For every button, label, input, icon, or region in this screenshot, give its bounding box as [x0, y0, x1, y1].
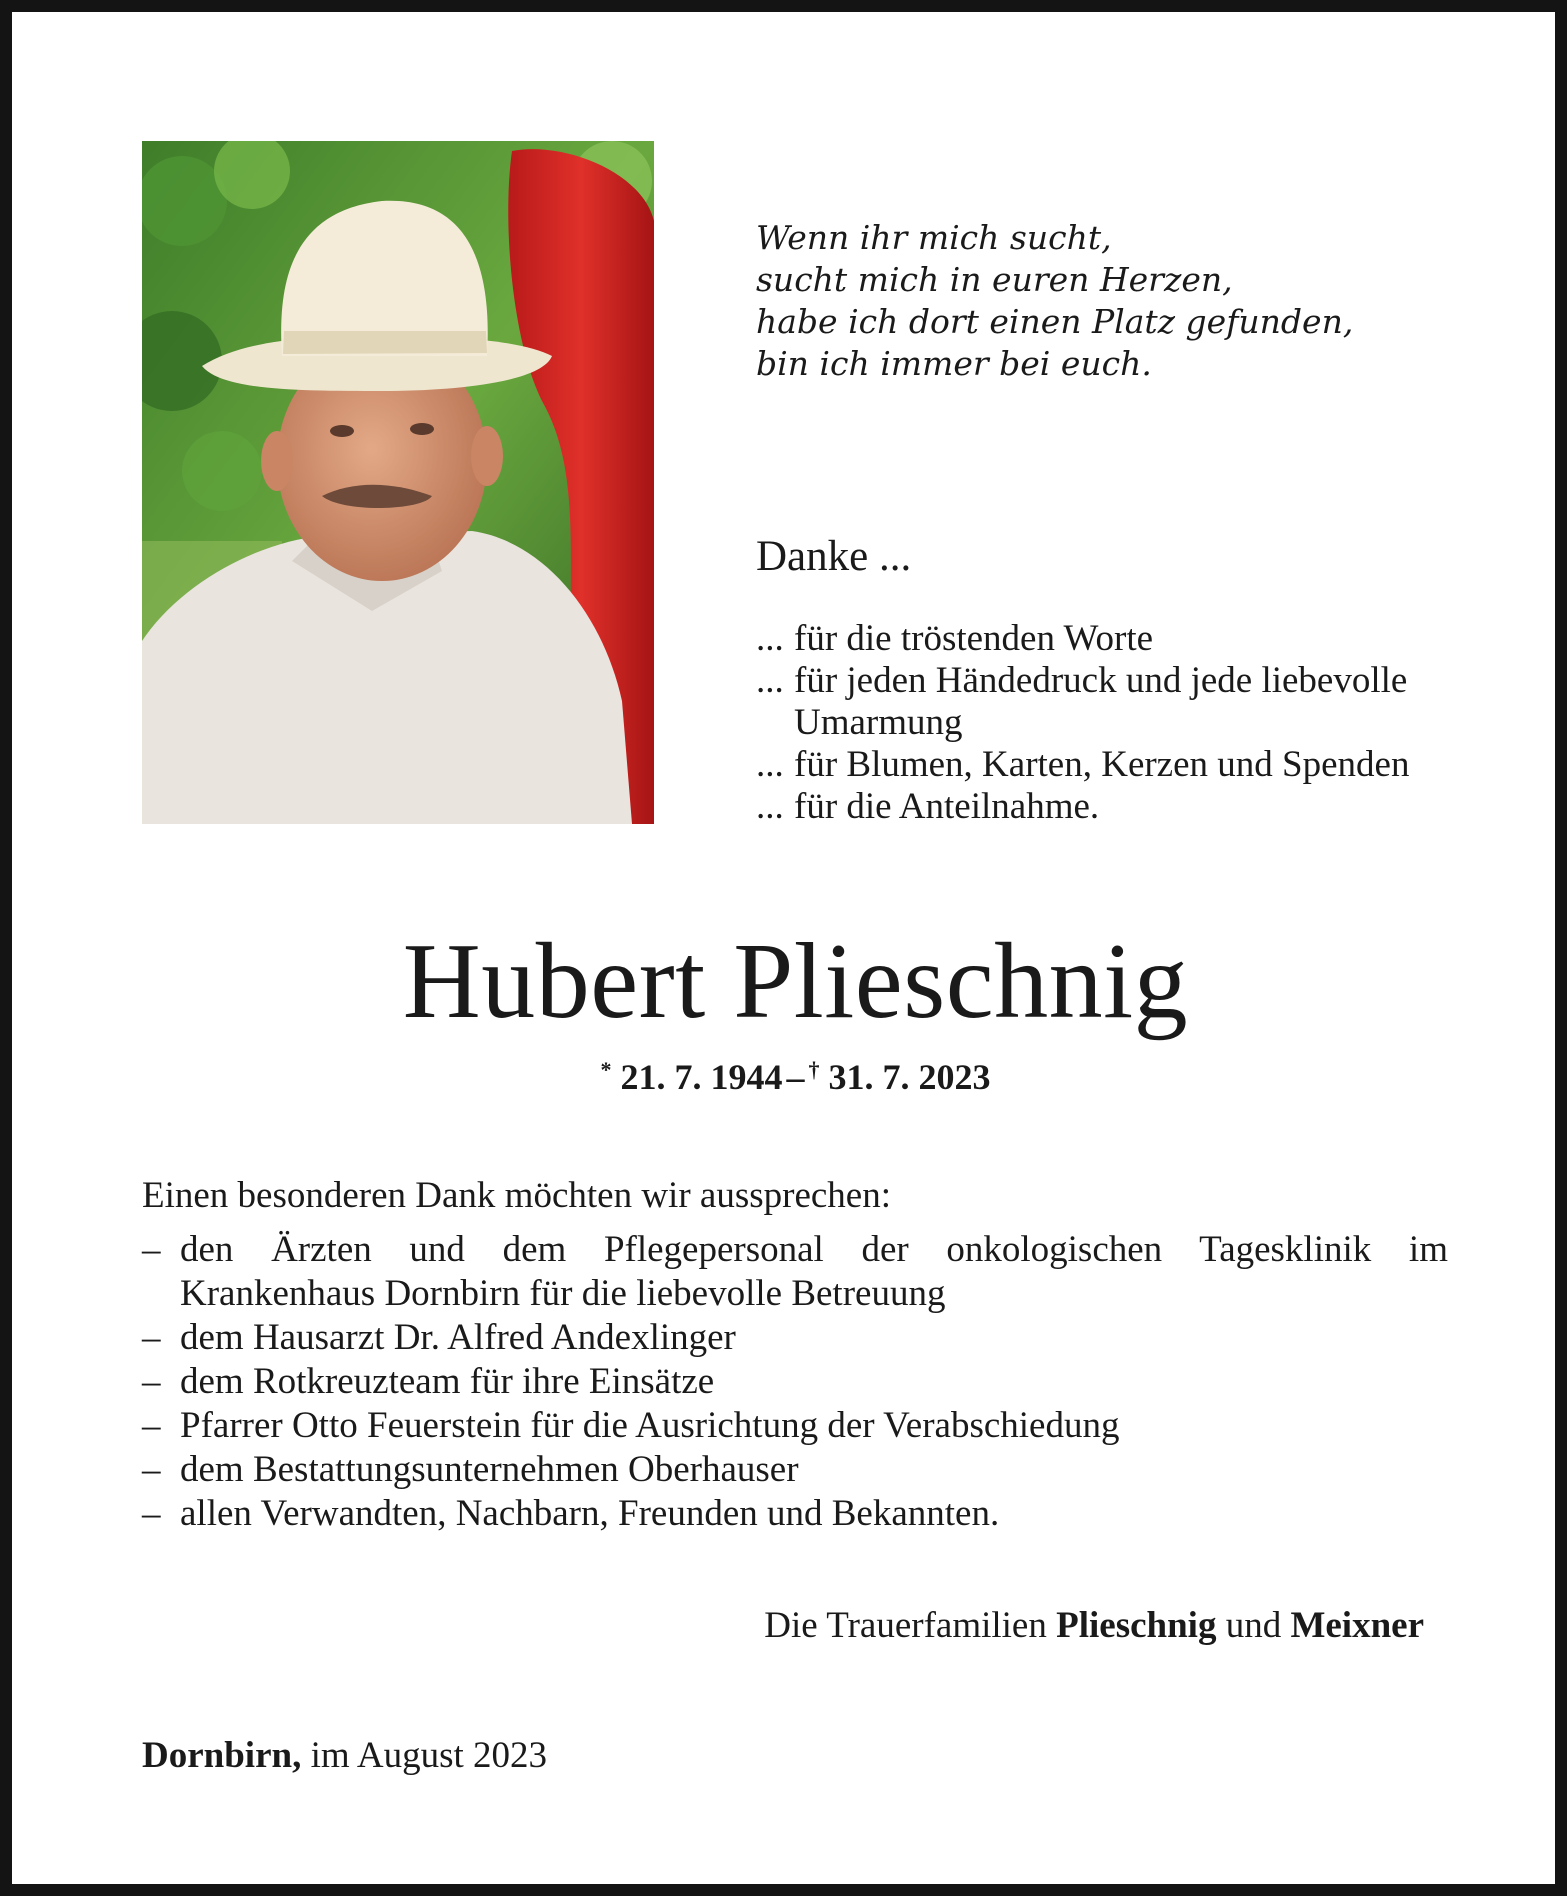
- danke-dots: ...: [756, 618, 784, 659]
- danke-item-text: Umarmung: [794, 702, 963, 743]
- thanks-item-text: den Ärzten und dem Pflegepersonal der onkologischen Tagesklinik im: [180, 1229, 1448, 1270]
- death-date: 31. 7. 2023: [828, 1057, 991, 1097]
- poem: [756, 217, 1353, 385]
- birth-date: 21. 7. 1944: [620, 1057, 783, 1097]
- danke-item-text: für jeden Händedruck und jede liebevolle: [794, 660, 1408, 701]
- thanks-item-text: dem Hausarzt Dr. Alfred Andexlinger: [180, 1317, 736, 1358]
- thanks-intro: Einen besonderen Dank möchten wir aussprechen:: [142, 1175, 891, 1216]
- deceased-name: Hubert Plieschnig: [402, 922, 1189, 1041]
- signature-conjunction: und: [1225, 1605, 1282, 1646]
- thanks-item-text: dem Bestattungsunternehmen Oberhauser: [180, 1449, 799, 1490]
- poem-line: Wenn ihr mich sucht,: [756, 218, 1112, 257]
- life-dates: [12, 1047, 1567, 1100]
- danke-item: [756, 618, 1409, 660]
- thanks-bullet: –: [142, 1229, 161, 1270]
- danke-item-text: für die Anteilnahme.: [794, 786, 1100, 827]
- thanks-item: [142, 1492, 1448, 1536]
- thanks-item: [142, 1404, 1448, 1448]
- thanks-item-text: allen Verwandten, Nachbarn, Freunden und Bekannten.: [180, 1493, 1000, 1534]
- danke-dots: ...: [756, 786, 784, 827]
- portrait-photo: [142, 141, 654, 824]
- danke-dots: ...: [756, 744, 784, 785]
- signature-family-1: Plieschnig: [1056, 1605, 1217, 1646]
- thanks-item: [142, 1360, 1448, 1404]
- danke-item-text: für die tröstenden Worte: [794, 618, 1154, 659]
- thanks-bullet: –: [142, 1317, 161, 1358]
- danke-item-text: für Blumen, Karten, Kerzen und Spenden: [794, 744, 1410, 785]
- danke-item: [756, 786, 1409, 828]
- place-date-text: im August 2023: [310, 1735, 547, 1776]
- thanks-item: [142, 1448, 1448, 1492]
- thanks-bullet: –: [142, 1361, 161, 1402]
- thanks-bullet: –: [142, 1493, 161, 1534]
- poem-line: habe ich dort einen Platz gefunden,: [756, 302, 1354, 341]
- place-date: [142, 1734, 547, 1778]
- thanks-item-text: dem Rotkreuzteam für ihre Einsätze: [180, 1361, 715, 1402]
- danke-heading: Danke ...: [756, 533, 912, 580]
- danke-item: [756, 744, 1409, 786]
- thanks-item: [142, 1228, 1448, 1272]
- thanks-item-text: Pfarrer Otto Feuerstein für die Ausrichtung der Verabschiedung: [180, 1405, 1120, 1446]
- thanks-bullet: –: [142, 1449, 161, 1490]
- thanks-list: [142, 1228, 1448, 1536]
- danke-dots: ...: [756, 660, 784, 701]
- family-signature: [764, 1604, 1424, 1648]
- poem-line: sucht mich in euren Herzen,: [756, 260, 1233, 299]
- thanks-item-text: Krankenhaus Dornbirn für die liebevolle Betreuung: [180, 1273, 946, 1314]
- danke-item: [756, 660, 1409, 702]
- thanks-item-continuation: [142, 1272, 1448, 1316]
- thanks-item: [142, 1316, 1448, 1360]
- place-city: Dornbirn,: [142, 1735, 302, 1776]
- birth-symbol: *: [600, 1057, 612, 1082]
- date-separator: –: [786, 1057, 805, 1097]
- poem-line: bin ich immer bei euch.: [756, 344, 1152, 383]
- signature-prefix: Die Trauerfamilien: [764, 1605, 1047, 1646]
- portrait-photo-icon: [142, 141, 654, 824]
- danke-list: [756, 618, 1409, 828]
- signature-family-2: Meixner: [1290, 1605, 1424, 1646]
- thanks-bullet: –: [142, 1405, 161, 1446]
- danke-item-continuation: [756, 702, 1409, 744]
- death-symbol: †: [808, 1057, 820, 1082]
